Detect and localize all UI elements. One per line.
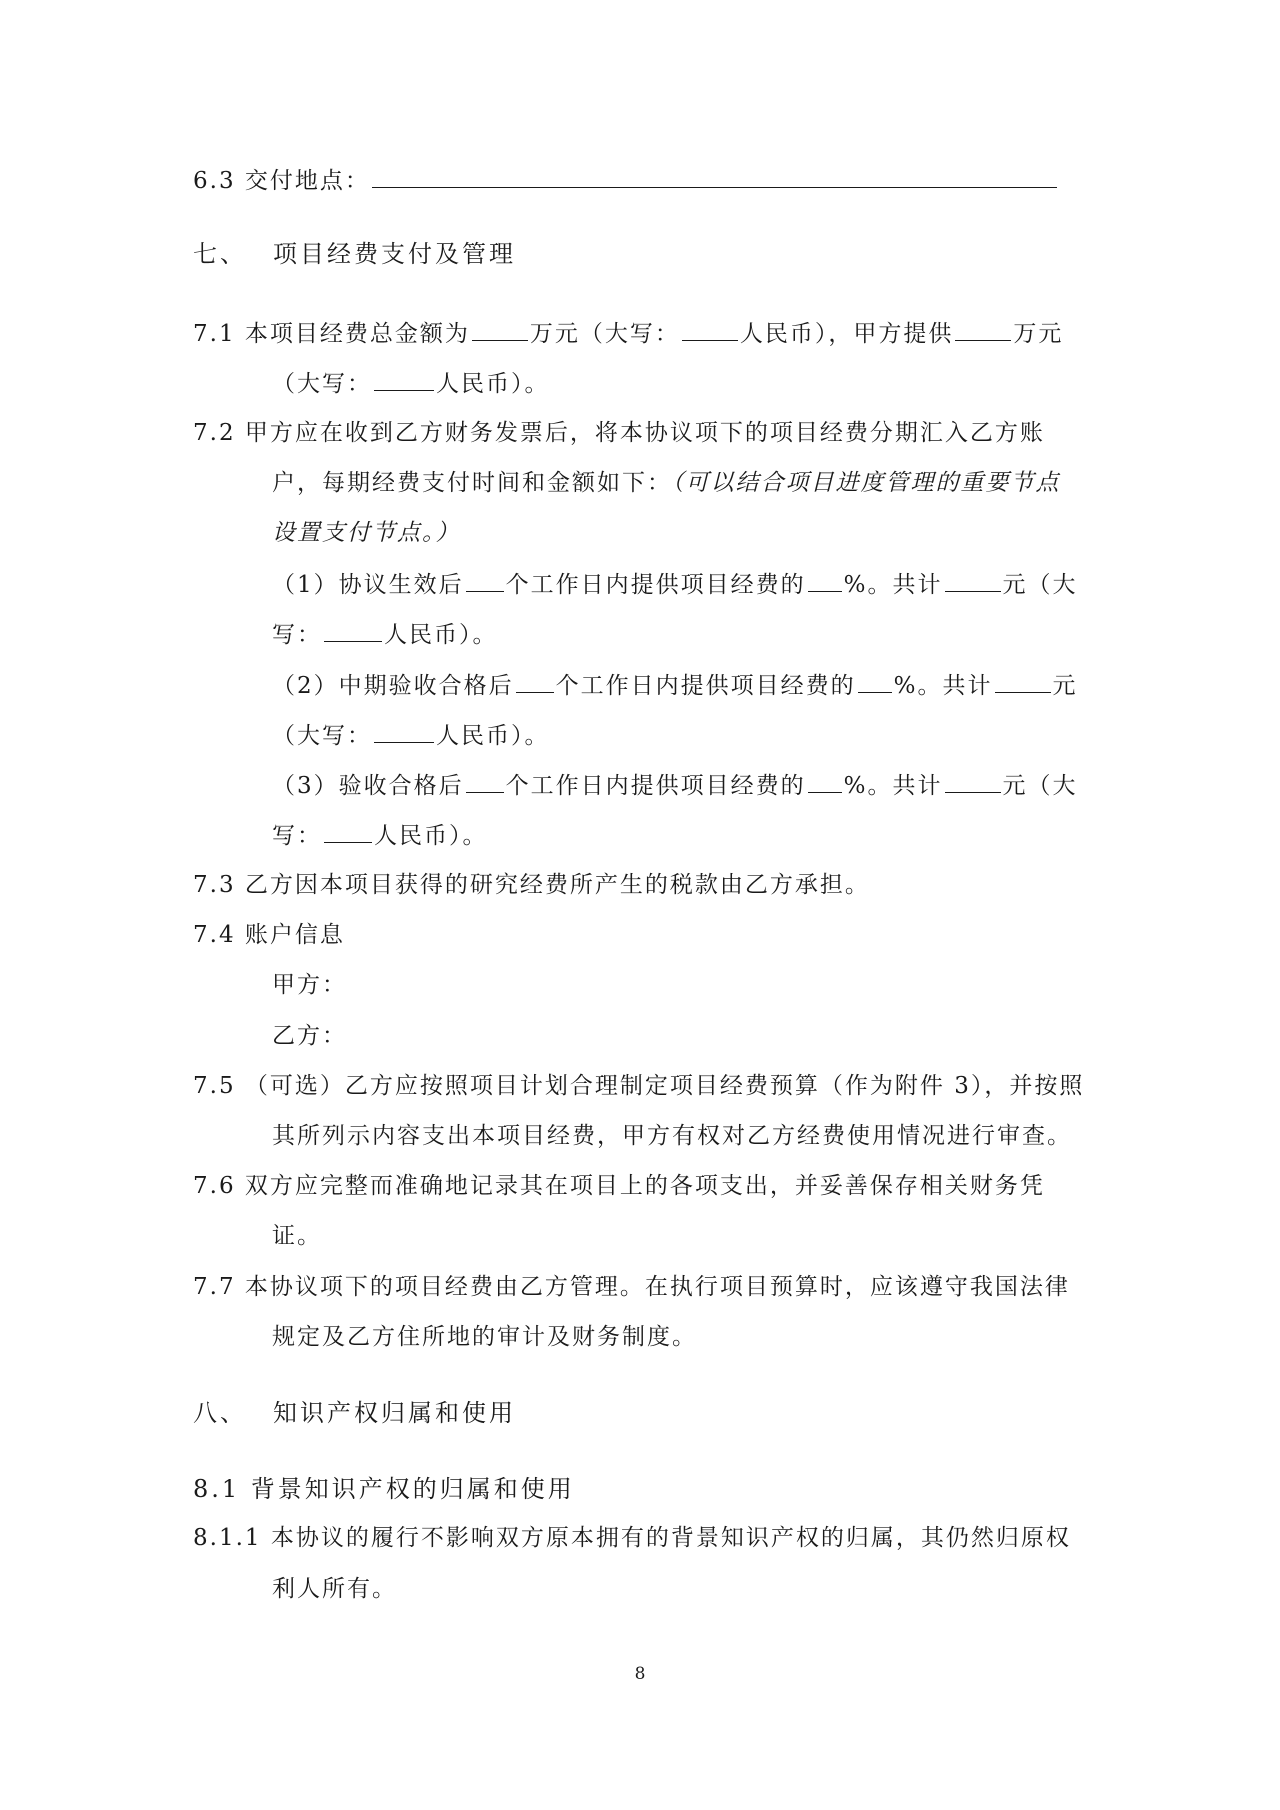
- text-segment: （大写：: [272, 723, 372, 749]
- section-6-3: [193, 165, 1059, 196]
- party-a-amount-words-blank: [374, 368, 434, 391]
- days-blank: [466, 569, 504, 592]
- party-a-amount-blank: [955, 318, 1011, 341]
- section-7-2-line-1: 7.2 甲方应在收到乙方财务发票后，将本协议项下的项目经费分期汇入乙方账: [193, 420, 1045, 446]
- section-8-1-1-line-1: 8.1.1 本协议的履行不影响双方原本拥有的背景知识产权的归属，其仍然归原权: [193, 1525, 1071, 1551]
- text-segment: 户，每期经费支付时间和金额如下：: [272, 470, 672, 496]
- amount-words-blank: [324, 619, 382, 642]
- section-8-1-title: 8.1 背景知识产权的归属和使用: [193, 1475, 575, 1503]
- days-blank: [466, 770, 504, 793]
- text-segment: 人民币）。: [436, 723, 550, 749]
- amount-blank: [945, 569, 1001, 592]
- total-amount-blank: [472, 318, 528, 341]
- section-7-7-line-2: 规定及乙方住所地的审计及财务制度。: [272, 1324, 697, 1350]
- text-segment: 人民币）。: [436, 371, 550, 397]
- amount-blank: [945, 770, 1001, 793]
- text-segment: 人民币），甲方提供: [739, 321, 954, 347]
- heading-8-title: 知识产权归属和使用: [273, 1399, 516, 1427]
- text-segment: 写：: [272, 823, 322, 849]
- instruction-note: （可以结合项目进度管理的重要节点: [672, 470, 1061, 496]
- amount-blank: [995, 670, 1051, 693]
- text-segment: 个工作日内提供项目经费的: [505, 572, 806, 598]
- section-7-4-title: 7.4 账户信息: [193, 922, 345, 948]
- section-8-1-1-line-2: 利人所有。: [272, 1576, 397, 1602]
- text-segment: 个工作日内提供项目经费的: [555, 673, 856, 699]
- text-segment: 写：: [272, 622, 322, 648]
- account-party-b: 乙方：: [272, 1023, 347, 1049]
- text-segment: 元（大: [1002, 773, 1078, 799]
- section-7-5-line-2: 其所列示内容支出本项目经费，甲方有权对乙方经费使用情况进行审查。: [272, 1123, 1072, 1149]
- text-segment: （大写：: [272, 371, 372, 397]
- text-segment: 7.1 本项目经费总金额为: [193, 321, 470, 347]
- text-segment: 万元: [1013, 321, 1064, 347]
- section-7-2-line-2: [272, 468, 1061, 498]
- heading-7-number: 七、: [193, 240, 247, 268]
- amount-words-blank: [324, 820, 372, 843]
- text-segment: %。共计: [843, 572, 943, 598]
- total-amount-words-blank: [682, 318, 738, 341]
- payment-3-line-1: [272, 770, 1078, 801]
- payment-2-line-2: [272, 720, 550, 751]
- amount-words-blank: [374, 720, 434, 743]
- payment-1-line-1: [272, 569, 1078, 600]
- text-segment: 人民币）。: [374, 823, 488, 849]
- text-segment: 人民币）。: [384, 622, 498, 648]
- text-segment: %。共计: [893, 673, 993, 699]
- text-segment: （3）验收合格后: [272, 773, 464, 799]
- payment-3-line-2: [272, 820, 488, 851]
- days-blank: [516, 670, 554, 693]
- payment-1-line-2: [272, 619, 498, 650]
- page-number: 8: [634, 1664, 646, 1684]
- text-segment: 元（大: [1002, 572, 1078, 598]
- text-segment: 万元（大写：: [529, 321, 680, 347]
- delivery-location-blank: [372, 165, 1057, 188]
- heading-7: [193, 239, 516, 269]
- payment-2-line-1: [272, 670, 1078, 701]
- section-7-1-line-1: [193, 318, 1063, 349]
- percent-blank: [808, 770, 842, 793]
- text-segment: （2）中期验收合格后: [272, 673, 514, 699]
- text-segment: 元: [1052, 673, 1078, 699]
- section-7-7-line-1: 7.7 本协议项下的项目经费由乙方管理。在执行项目预算时，应该遵守我国法律: [193, 1274, 1070, 1300]
- heading-7-title: 项目经费支付及管理: [273, 240, 516, 268]
- heading-8-number: 八、: [193, 1399, 247, 1427]
- section-7-5-line-1: 7.5 （可选）乙方应按照项目计划合理制定项目经费预算（作为附件 3），并按照: [193, 1073, 1085, 1099]
- text-segment: %。共计: [843, 773, 943, 799]
- text-segment: 个工作日内提供项目经费的: [505, 773, 806, 799]
- section-7-6-line-2: 证。: [272, 1223, 322, 1249]
- delivery-location-label: 6.3 交付地点：: [193, 168, 370, 194]
- section-7-6-line-1: 7.6 双方应完整而准确地记录其在项目上的各项支出，并妥善保存相关财务凭: [193, 1173, 1045, 1199]
- text-segment: （1）协议生效后: [272, 572, 464, 598]
- account-party-a: 甲方：: [272, 972, 347, 998]
- section-7-3: 7.3 乙方因本项目获得的研究经费所产生的税款由乙方承担。: [193, 872, 870, 898]
- heading-8: [193, 1398, 516, 1428]
- section-7-2-line-3: 设置支付节点。）: [272, 520, 461, 546]
- percent-blank: [858, 670, 892, 693]
- section-7-1-line-2: [272, 368, 550, 399]
- percent-blank: [808, 569, 842, 592]
